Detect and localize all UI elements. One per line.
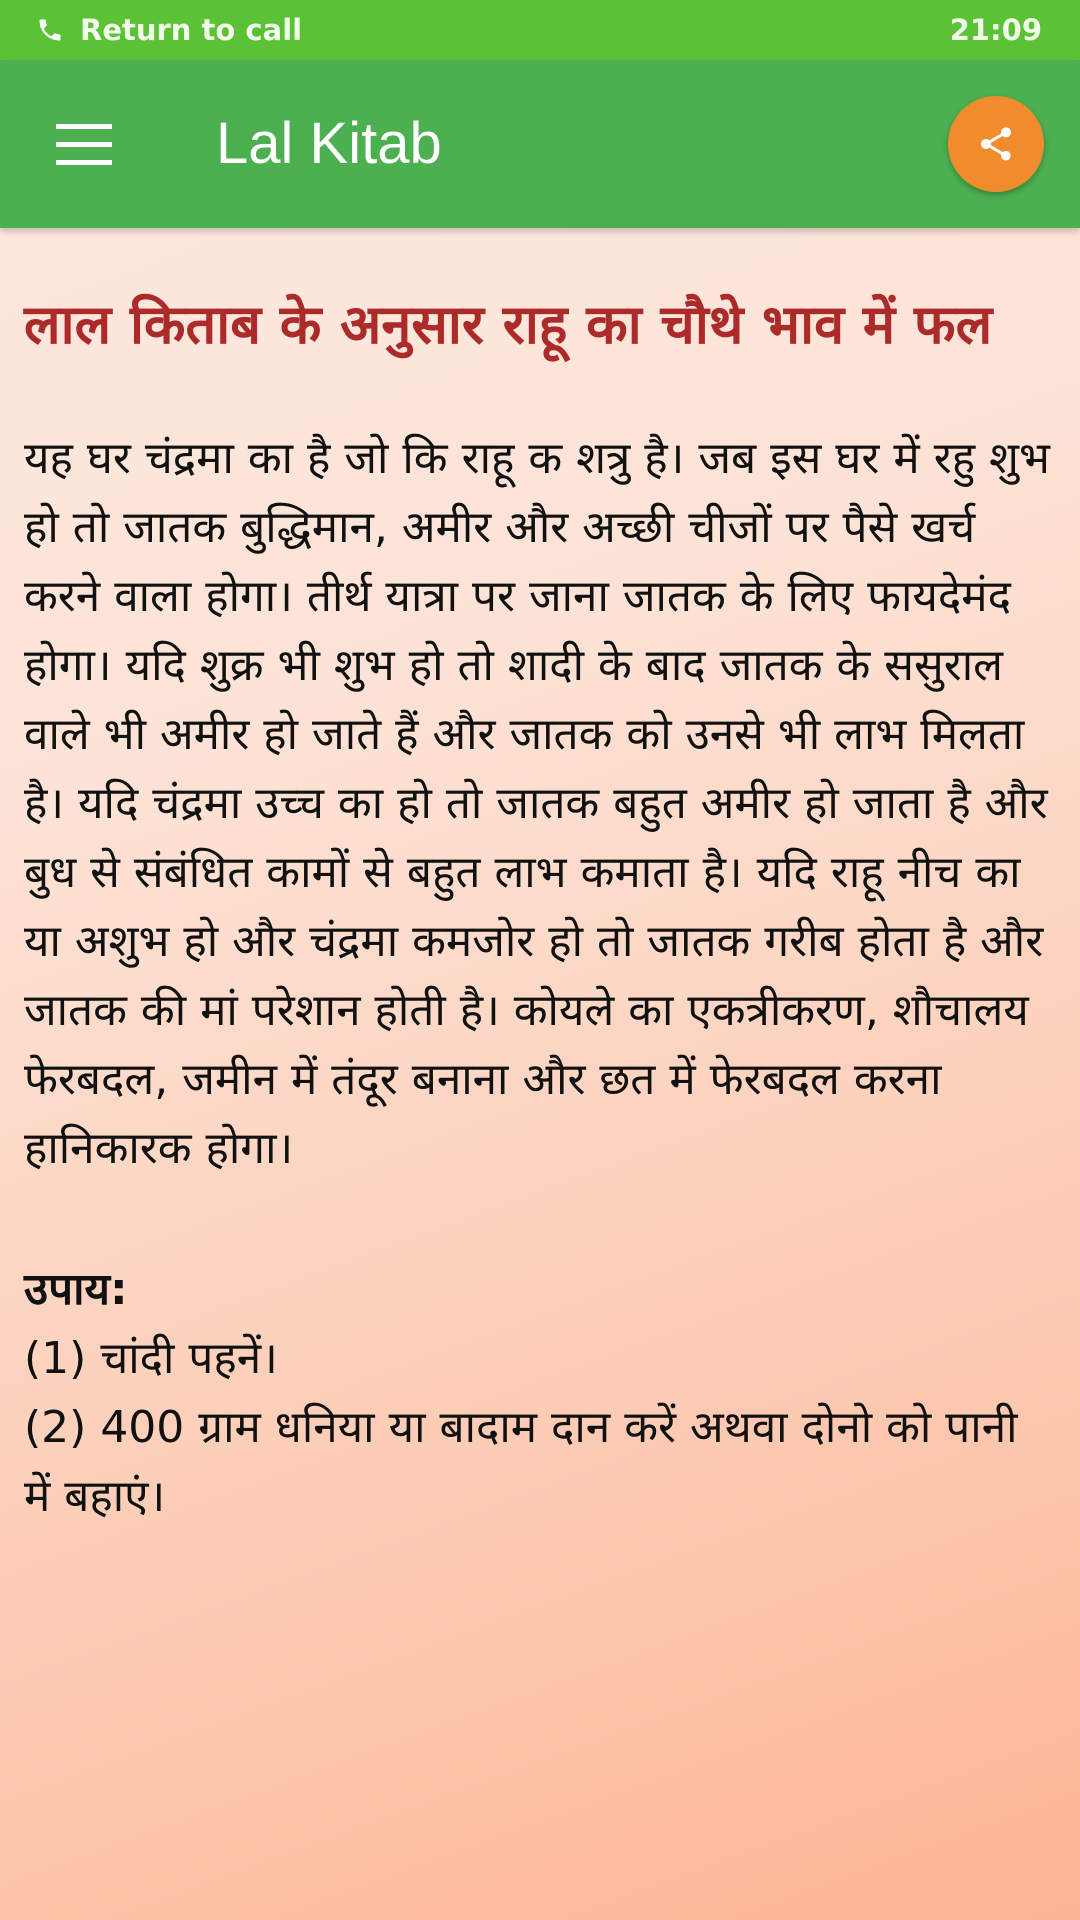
share-button[interactable] [948,96,1044,192]
remedy-item: (1) चांदी पहनें। [24,1333,278,1384]
status-clock: 21:09 [949,13,1042,47]
menu-button[interactable] [40,104,128,184]
share-icon [976,124,1016,164]
status-bar[interactable] [0,0,1080,60]
app-bar [0,60,1080,228]
remedy-item: (2) 400 ग्राम धनिया या बादाम दान करें अथवा दोनो को पानी में बहाएं। [24,1402,1018,1522]
app-title: Lal Kitab [216,111,442,176]
article-heading: लाल किताब के अनुसार राहू का चौथे भाव में फल [24,293,993,356]
return-to-call-label[interactable]: Return to call [80,13,303,47]
article-body: यह घर चंद्रमा का है जो कि राहू क शत्रु है। जब इस घर में रहु शुभ हो तो जातक बुद्धिमान, अमीर और अच्छी चीजों पर पैसे खर्च करने वाला होगा। तीर्थ यात्रा पर जाना जातक के लिए फायदेमंद होगा। यदि शुक्र भी शुभ हो तो शादी के बाद जातक के ससुराल वाले भी अमीर हो जाते हैं और जातक को उनसे भी लाभ मिलता है। यदि चंद्रमा उच्च का हो तो जातक बहुत अमीर हो जाता है और बुध से संबंधित कामों से बहुत लाभ कमाता है। यदि राहू नीच का या अशुभ हो और चंद्रमा कमजोर हो तो जातक गरीब होता है और जातक की मां परेशान होती है। कोयले का एकत्रीकरण, शौचालय फेरबदल, जमीन में तंदूर बनाना और छत में फेरबदल करना हानिकारक होगा। [24,433,1050,1174]
article-content [24,290,1056,1531]
phone-icon [36,16,64,44]
remedies-title: उपाय: [24,1264,128,1315]
